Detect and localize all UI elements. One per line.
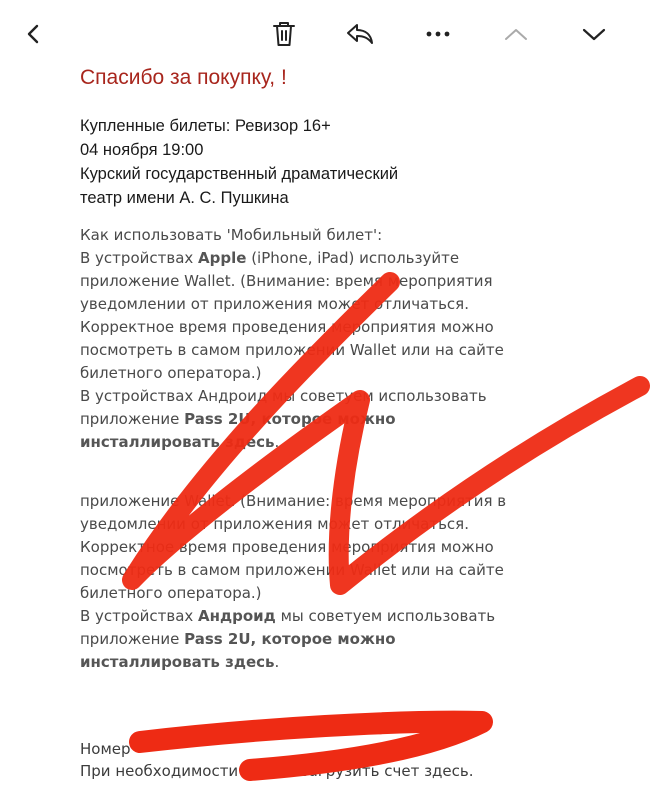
- instructions-pass-line: [80, 628, 506, 651]
- email-toolbar: [0, 0, 653, 70]
- reply-button[interactable]: [338, 12, 382, 56]
- text-span: .: [274, 653, 280, 671]
- order-venue-line2: театр имени А. С. Пушкина: [80, 189, 289, 207]
- instructions-android-line: [80, 605, 506, 628]
- instructions-line: билетного оператора.): [80, 584, 262, 602]
- instructions-pass-line: [80, 408, 504, 431]
- text-span: мы советуем использовать: [275, 607, 496, 625]
- chevron-left-icon: [23, 23, 45, 45]
- apple-brand: Apple: [198, 249, 247, 267]
- instructions-line: Корректное время проведения мероприятия можно: [80, 318, 494, 336]
- previous-email-button[interactable]: [494, 12, 538, 56]
- text-span: В устройствах: [80, 249, 199, 267]
- order-details: [80, 114, 398, 210]
- order-datetime: 04 ноября 19:00: [80, 141, 204, 159]
- text-span: приложение: [80, 630, 185, 648]
- text-span: приложение: [80, 410, 185, 428]
- install-link-line[interactable]: [80, 651, 506, 674]
- order-venue-line1: Курский государственный драматический: [80, 165, 399, 183]
- instructions-apple-line: [80, 247, 504, 270]
- install-link[interactable]: инсталлировать здесь: [80, 653, 275, 671]
- instructions-line: уведомлении от приложения может отличаться.: [80, 515, 469, 533]
- email-greeting: Спасибо за покупку, !: [80, 66, 287, 89]
- install-link-line[interactable]: [80, 431, 504, 454]
- next-email-button[interactable]: [572, 12, 616, 56]
- pass2u-link-text[interactable]: Pass 2U, которое можно: [184, 410, 396, 428]
- instructions-line: посмотреть в самом приложении Wallet или на сайте: [80, 561, 504, 579]
- more-horizontal-icon: [425, 30, 451, 38]
- trash-icon: [271, 20, 297, 48]
- instructions-line: приложение Wallet. (Внимание: время мероприятия: [80, 272, 493, 290]
- instructions-line: Корректное время проведения мероприятия можно: [80, 538, 494, 556]
- android-brand: Андроид: [198, 607, 276, 625]
- reply-icon: [345, 21, 375, 47]
- back-button[interactable]: [12, 12, 56, 56]
- text-span: (iPhone, iPad) используйте: [246, 249, 460, 267]
- more-button[interactable]: [416, 12, 460, 56]
- instructions-line: приложение Wallet. (Внимание: время мероприятия в: [80, 492, 507, 510]
- instructions-line: уведомлении от приложения может отличаться.: [80, 295, 469, 313]
- instructions-android-line: В устройствах Андроид мы советуем использовать: [80, 387, 487, 405]
- install-link[interactable]: инсталлировать здесь: [80, 433, 275, 451]
- text-span: В устройствах: [80, 607, 199, 625]
- order-tickets: Купленные билеты: Ревизор 16+: [80, 117, 331, 135]
- text-span: .: [274, 433, 280, 451]
- mobile-ticket-instructions-repeat: [80, 490, 506, 674]
- instructions-line: посмотреть в самом приложении Wallet или на сайте: [80, 341, 504, 359]
- chevron-up-icon: [503, 26, 529, 42]
- invoice-download-line[interactable]: При необходимости можно загрузить счет здесь.: [80, 762, 474, 780]
- chevron-down-icon: [581, 26, 607, 42]
- delete-button[interactable]: [262, 12, 306, 56]
- email-footer: [80, 738, 474, 782]
- instructions-heading: Как использовать 'Мобильный билет':: [80, 226, 383, 244]
- mobile-ticket-instructions: [80, 224, 504, 454]
- order-number: Номер: [80, 740, 131, 758]
- pass2u-link-text[interactable]: Pass 2U, которое можно: [184, 630, 396, 648]
- instructions-line: билетного оператора.): [80, 364, 262, 382]
